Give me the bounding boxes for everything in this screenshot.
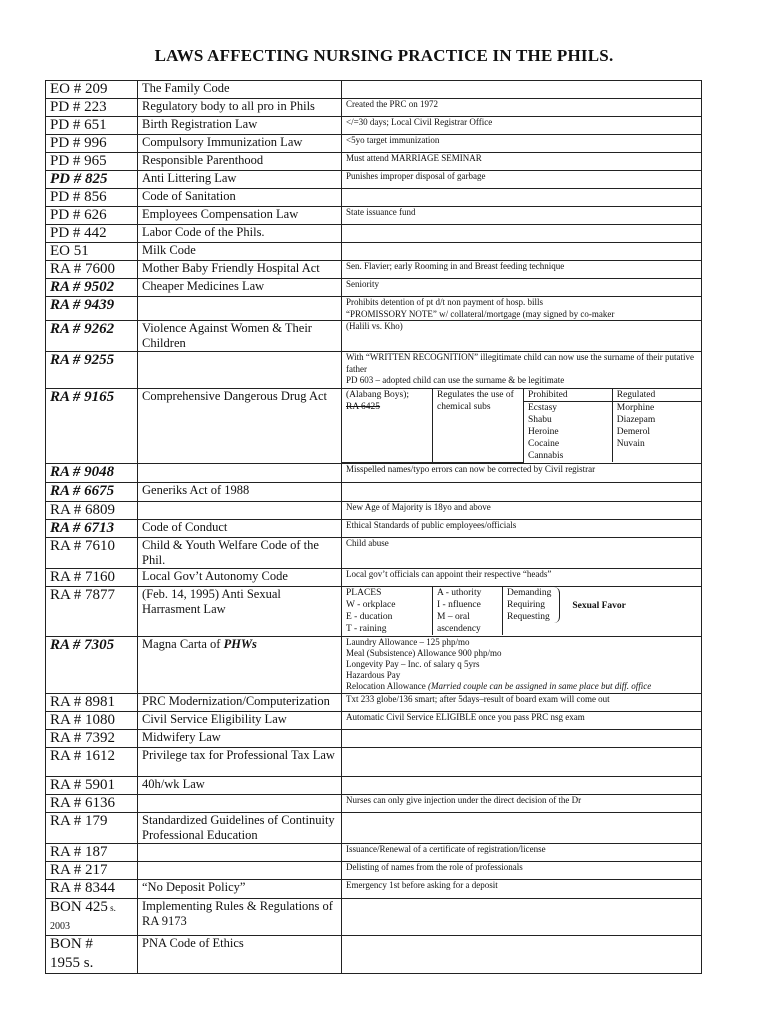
law-code-text: RA # 187: [50, 843, 108, 860]
law-name-text: Magna Carta of: [142, 636, 224, 651]
act-item: Requesting: [507, 611, 550, 622]
table-row: [46, 794, 702, 812]
law-code-text: RA # 9165: [50, 389, 115, 405]
law-note: [342, 117, 702, 135]
note-text: Txt 233 globe/136 smart; after 5days–result of board exam will come out: [346, 693, 610, 704]
law-note: [342, 747, 702, 776]
law-name: [138, 693, 342, 711]
law-note: [342, 135, 702, 153]
table-row: [46, 261, 702, 279]
table-row: [46, 843, 702, 861]
prohibited-drug: Cannabis: [528, 451, 564, 461]
law-name-text: Privilege tax for Professional Tax Law: [142, 747, 335, 762]
table-row: [46, 207, 702, 225]
law-note: [342, 482, 702, 501]
law-name: [138, 321, 342, 352]
law-code: [46, 279, 138, 297]
law-code: [46, 843, 138, 861]
table-row: [46, 225, 702, 243]
table-row: [46, 501, 702, 519]
law-name-text: Violence Against Women & Their Children: [142, 321, 312, 350]
table-row: [46, 586, 702, 636]
law-code: [46, 776, 138, 794]
ami-item: A - uthority: [437, 587, 482, 598]
regulated-drug: Morphine: [616, 403, 655, 413]
law-note: [342, 693, 702, 711]
law-note: [342, 279, 702, 297]
law-code-text: BON #: [50, 935, 93, 952]
table-row: [46, 636, 702, 693]
prohibited-drug: Ecstasy: [528, 403, 558, 413]
table-row: [46, 776, 702, 794]
note-text: Issuance/Renewal of a certificate of registration/license: [346, 843, 546, 854]
brace-icon: [553, 587, 560, 623]
law-name: [138, 729, 342, 747]
law-code-text: RA # 5901: [50, 776, 116, 793]
law-name: [138, 117, 342, 135]
table-row: [46, 935, 702, 973]
law-code-text: RA # 6136: [50, 794, 116, 811]
table-row: [46, 861, 702, 879]
law-code-text: RA # 7160: [50, 568, 116, 585]
law-name-text: Generiks Act of 1988: [142, 482, 250, 497]
table-row: [46, 189, 702, 207]
regulated-list: [612, 402, 701, 463]
table-row: [46, 711, 702, 729]
law-code-text: PD # 825: [50, 171, 108, 187]
law-name-text: Regulatory body to all pro in Phils: [142, 99, 315, 113]
law-name: [138, 207, 342, 225]
law-code-text: RA # 7600: [50, 261, 116, 277]
regulated-drug: Nuvain: [616, 439, 645, 449]
law-name: [138, 794, 342, 812]
law-code: [46, 389, 138, 464]
note-text: Created the PRC on 1972: [346, 99, 438, 109]
ami-item: I - nfluence: [437, 599, 481, 610]
law-name-text: Civil Service Eligibility Law: [142, 711, 287, 726]
law-name-text: Comprehensive Dangerous Drug Act: [142, 389, 328, 403]
law-code-text: RA # 7392: [50, 729, 116, 746]
law-note: [342, 843, 702, 861]
law-code-text: EO 51: [50, 243, 89, 259]
law-name-text: “No Deposit Policy”: [142, 879, 246, 894]
law-name: [138, 135, 342, 153]
table-row: [46, 117, 702, 135]
prohibited-list: [524, 402, 613, 463]
law-code: [46, 207, 138, 225]
law-code-text: PD # 651: [50, 117, 107, 133]
table-row: [46, 568, 702, 586]
ami-cell: [433, 587, 503, 635]
law-code-year: 2003: [50, 920, 70, 932]
law-name-text: Child & Youth Welfare Code of the Phil.: [142, 537, 319, 567]
law-note: [342, 463, 702, 482]
law-note: [342, 171, 702, 189]
law-name: [138, 279, 342, 297]
regulated-drug: Demerol: [616, 427, 650, 437]
law-name-text: Employees Compensation Law: [142, 207, 299, 221]
table-row: [46, 297, 702, 321]
table-row: [46, 729, 702, 747]
law-code-text: PD # 965: [50, 153, 107, 169]
law-name: [138, 935, 342, 973]
law-name: [138, 225, 342, 243]
law-note: [342, 812, 702, 843]
law-code: [46, 297, 138, 321]
note-text: Local gov’t officials can appoint their respective “heads”: [346, 568, 552, 579]
law-note: [342, 261, 702, 279]
law-code: [46, 321, 138, 352]
law-note: [342, 711, 702, 729]
law-code: [46, 225, 138, 243]
table-row: [46, 99, 702, 117]
note-text: Child abuse: [346, 537, 389, 548]
law-code-text: RA # 179: [50, 812, 108, 829]
law-name: [138, 879, 342, 898]
prohibited-header: Prohibited: [524, 389, 613, 402]
law-note: [342, 225, 702, 243]
law-code-text: RA # 9439: [50, 297, 115, 313]
law-code-text: RA # 9255: [50, 352, 115, 368]
law-code-text: RA # 6713: [50, 519, 115, 536]
law-note: [342, 207, 702, 225]
law-name: [138, 189, 342, 207]
harassment-subtable: [342, 587, 701, 635]
law-name-text: 40h/wk Law: [142, 776, 205, 791]
note-text: </=30 days; Local Civil Registrar Office: [346, 117, 493, 127]
law-name-text: Anti Littering Law: [142, 171, 237, 185]
law-name: [138, 243, 342, 261]
law-note: [342, 153, 702, 171]
table-row: [46, 352, 702, 389]
law-code: [46, 117, 138, 135]
table-row: [46, 321, 702, 352]
laws-table: [45, 80, 702, 974]
law-code-line2: 1955 s.: [50, 954, 94, 971]
law-name: [138, 261, 342, 279]
law-code-text: EO # 209: [50, 81, 108, 97]
law-name: [138, 153, 342, 171]
table-row: [46, 519, 702, 537]
law-code: [46, 636, 138, 693]
ami-item: M – oral: [437, 611, 470, 622]
law-name-text: Midwifery Law: [142, 729, 221, 744]
law-name-text: Local Gov’t Autonomy Code: [142, 568, 288, 583]
law-name: [138, 389, 342, 464]
law-name-text: Code of Conduct: [142, 519, 228, 534]
acts-cell: [503, 587, 702, 635]
law-code-text: RA # 7305: [50, 636, 115, 653]
law-note: [342, 189, 702, 207]
note-text: Nurses can only give injection under the direct decision of the Dr: [346, 794, 582, 805]
law-code-text: RA # 7877: [50, 586, 116, 603]
law-note: [342, 321, 702, 352]
law-note: [342, 99, 702, 117]
law-code-text: RA # 9502: [50, 279, 115, 295]
law-name: [138, 776, 342, 794]
law-code: [46, 537, 138, 568]
law-code: [46, 586, 138, 636]
law-note: [342, 389, 702, 464]
note-text: Automatic Civil Service ELIGIBLE once you pass PRC nsg exam: [346, 711, 585, 722]
law-name-text: PRC Modernization/Computerization: [142, 693, 330, 708]
prohibited-drug: Heroine: [528, 427, 559, 437]
places-cell: [342, 587, 433, 635]
drug-case-cell: [342, 389, 433, 462]
law-code-text: RA # 9048: [50, 463, 115, 480]
regulated-header: Regulated: [612, 389, 701, 402]
law-note: [342, 586, 702, 636]
law-note: [342, 519, 702, 537]
prohibited-drug: Cocaine: [528, 439, 560, 449]
law-name: [138, 519, 342, 537]
law-note: [342, 501, 702, 519]
law-code-text: RA # 1612: [50, 747, 116, 764]
note-line: With “WRITTEN RECOGNITION” illegitimate child can now use the surname of their putative father: [346, 352, 695, 374]
table-row: [46, 463, 702, 482]
repealed-law: RA 6425: [346, 402, 381, 412]
note-text: Ethical Standards of public employees/officials: [346, 519, 517, 530]
law-code-text: RA # 9262: [50, 321, 115, 337]
law-code: [46, 482, 138, 501]
note-text: (Halili vs. Kho): [346, 321, 403, 331]
law-name-text: Birth Registration Law: [142, 117, 258, 131]
law-name: [138, 501, 342, 519]
law-name-text: The Family Code: [142, 81, 230, 95]
table-row: [46, 482, 702, 501]
law-code: [46, 812, 138, 843]
law-name: [138, 297, 342, 321]
note-text: Punishes improper disposal of garbage: [346, 171, 486, 181]
law-code: [46, 99, 138, 117]
table-row: [46, 898, 702, 935]
regulated-drug: Diazepam: [616, 415, 656, 425]
relocation-note: (Married couple can be assigned in same place but diff. office: [427, 680, 652, 691]
law-code-text: PD # 223: [50, 99, 107, 115]
note-text: New Age of Majority is 18yo and above: [346, 501, 491, 512]
places-item: PLACES: [346, 587, 382, 598]
table-row: [46, 153, 702, 171]
drug-case-text: (Alabang Boys);: [346, 390, 410, 400]
law-code-text: RA # 8344: [50, 879, 116, 896]
law-note: [342, 352, 702, 389]
law-note: [342, 243, 702, 261]
law-name: [138, 812, 342, 843]
law-code: [46, 463, 138, 482]
ami-item: ascendency: [437, 623, 481, 634]
law-name-text: Mother Baby Friendly Hospital Act: [142, 261, 320, 275]
prohibited-drug: Shabu: [528, 415, 552, 425]
note-text: Delisting of names from the role of professionals: [346, 861, 523, 872]
law-name: [138, 711, 342, 729]
page-title: LAWS AFFECTING NURSING PRACTICE IN THE PHILS.: [154, 46, 614, 65]
table-row: [46, 81, 702, 99]
law-note: [342, 935, 702, 973]
law-name: [138, 463, 342, 482]
law-code: [46, 729, 138, 747]
law-name: [138, 636, 342, 693]
law-note: [342, 794, 702, 812]
table-row: [46, 812, 702, 843]
law-name: [138, 898, 342, 935]
relocation-label: Relocation Allowance: [346, 680, 428, 691]
law-code: [46, 711, 138, 729]
law-code: [46, 81, 138, 99]
law-code: [46, 861, 138, 879]
law-note: [342, 729, 702, 747]
law-code-suffix: s.: [107, 902, 116, 913]
sexual-favor-label: Sexual Favor: [572, 600, 626, 611]
law-name: [138, 99, 342, 117]
places-item: E - ducation: [346, 611, 393, 622]
allowance-item: [346, 681, 697, 692]
law-name-emphasis: PHWs: [223, 636, 257, 651]
law-name-text: PNA Code of Ethics: [142, 935, 244, 950]
law-code: [46, 794, 138, 812]
note-text: Misspelled names/typo errors can now be corrected by Civil registrar: [346, 463, 596, 474]
law-note: [342, 81, 702, 99]
law-code: [46, 747, 138, 776]
note-text: State issuance fund: [346, 207, 416, 217]
law-code: [46, 898, 138, 935]
table-row: [46, 135, 702, 153]
law-code: [46, 171, 138, 189]
law-name-text: Implementing Rules & Regulations of RA 9173: [142, 898, 333, 928]
law-code-text: PD # 996: [50, 135, 107, 151]
note-line: PD 603 – adopted child can use the surname & be legitimate: [346, 375, 565, 385]
law-name: [138, 537, 342, 568]
places-item: T - raining: [346, 623, 387, 634]
table-row: [46, 747, 702, 776]
law-code: [46, 153, 138, 171]
table-row: [46, 171, 702, 189]
table-row: [46, 693, 702, 711]
law-code-text: BON 425: [50, 898, 108, 915]
law-name-text: Compulsory Immunization Law: [142, 135, 303, 149]
law-code-text: RA # 217: [50, 861, 108, 878]
note-line: Prohibits detention of pt d/t non payment of hosp. bills: [346, 297, 543, 307]
law-name: [138, 81, 342, 99]
law-name: [138, 482, 342, 501]
law-note: [342, 636, 702, 693]
law-name-text: Milk Code: [142, 243, 196, 257]
places-item: W - orkplace: [346, 599, 396, 610]
law-code-text: RA # 7610: [50, 537, 116, 554]
law-note: [342, 568, 702, 586]
law-name: [138, 568, 342, 586]
law-code: [46, 352, 138, 389]
law-code: [46, 243, 138, 261]
law-name-text: Code of Sanitation: [142, 189, 236, 203]
note-text: Seniority: [346, 279, 379, 289]
act-item: Demanding: [507, 587, 552, 598]
law-name-text: Standardized Guidelines of Continuity Professional Education: [142, 812, 335, 842]
law-code: [46, 568, 138, 586]
law-code: [46, 935, 138, 973]
table-row: [46, 389, 702, 464]
law-name-text: Cheaper Medicines Law: [142, 279, 265, 293]
law-note: [342, 297, 702, 321]
table-row: [46, 279, 702, 297]
law-code: [46, 501, 138, 519]
allowance-item: Laundry Allowance – 125 php/mo: [346, 636, 470, 647]
law-code: [46, 261, 138, 279]
act-item: Requiring: [507, 599, 545, 610]
law-note: [342, 537, 702, 568]
law-code-text: RA # 6809: [50, 501, 116, 518]
law-code-text: PD # 442: [50, 225, 107, 241]
note-text: Must attend MARRIAGE SEMINAR: [346, 153, 482, 163]
law-name-text: Labor Code of the Phils.: [142, 225, 265, 239]
law-code: [46, 879, 138, 898]
note-line: “PROMISSORY NOTE” w/ collateral/mortgage (may signed by co-maker: [346, 308, 615, 319]
table-row: [46, 879, 702, 898]
table-row: [46, 243, 702, 261]
law-code: [46, 189, 138, 207]
law-name: [138, 352, 342, 389]
law-name-text: (Feb. 14, 1995) Anti Sexual Harrasment Law: [142, 586, 281, 616]
table-row: [46, 537, 702, 568]
acts-list: [507, 587, 551, 623]
law-code-text: PD # 626: [50, 207, 107, 223]
allowance-item: Longevity Pay – Inc. of salary q 5yrs: [346, 658, 480, 669]
allowance-item: Meal (Subsistence) Allowance 900 php/mo: [346, 647, 502, 658]
drug-subtable: [342, 389, 701, 463]
law-note: [342, 898, 702, 935]
law-code-text: PD # 856: [50, 189, 107, 205]
law-code: [46, 693, 138, 711]
law-note: [342, 861, 702, 879]
law-name: [138, 171, 342, 189]
drug-purpose-cell: Regulates the use of chemical subs: [433, 389, 524, 462]
law-name: [138, 586, 342, 636]
law-name-text: Responsible Parenthood: [142, 153, 264, 167]
law-code: [46, 519, 138, 537]
note-text: <5yo target immunization: [346, 135, 440, 145]
law-name: [138, 747, 342, 776]
law-name: [138, 861, 342, 879]
law-name: [138, 843, 342, 861]
law-note: [342, 776, 702, 794]
law-code-text: RA # 1080: [50, 711, 116, 728]
note-text: Emergency 1st before asking for a deposit: [346, 879, 498, 890]
law-code-text: RA # 8981: [50, 693, 116, 710]
law-note: [342, 879, 702, 898]
law-code: [46, 135, 138, 153]
note-text: Sen. Flavier; early Rooming in and Breast feeding technique: [346, 261, 565, 271]
acts-group: [507, 587, 697, 623]
allowance-item: Hazardous Pay: [346, 669, 401, 680]
law-code-text: RA # 6675: [50, 482, 115, 499]
